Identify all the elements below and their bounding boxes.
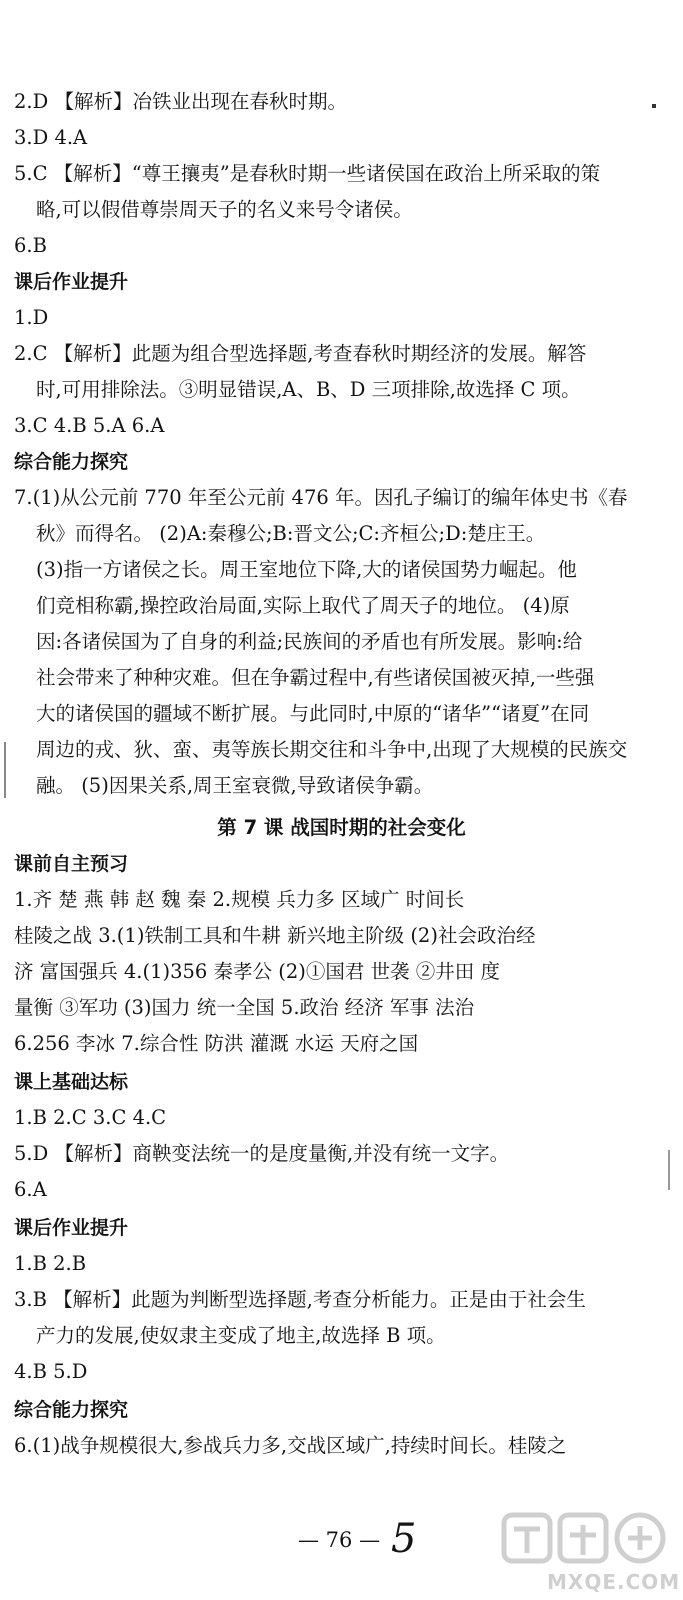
scan-edge-mark <box>668 1150 670 1190</box>
answer-line: 时,可用排除法。③明显错误,A、B、D 三项排除,故选择 C 项。 <box>36 378 581 401</box>
answer-line: 桂陵之战 3.(1)铁制工具和牛耕 新兴地主阶级 (2)社会政治经 <box>14 924 536 947</box>
answer-line: 4.B 5.D <box>14 1360 88 1383</box>
answer-line: 们竞相称霸,操控政治局面,实际上取代了周天子的地位。 (4)原 <box>36 594 570 617</box>
scan-edge-mark <box>4 742 6 798</box>
watermark-text: MXQE.COM <box>547 1570 681 1594</box>
page-number: — 76 — <box>298 1528 381 1552</box>
section-heading: 综合能力探究 <box>14 451 129 473</box>
answer-line: 因:各诸侯国为了自身的利益;民族间的矛盾也有所发展。影响:给 <box>36 630 583 653</box>
answer-line: 略,可以假借尊崇周天子的名义来号令诸侯。 <box>36 198 413 221</box>
section-heading: 课上基础达标 <box>14 1071 129 1093</box>
answer-line: 6.A <box>14 1178 47 1201</box>
section-heading: 课前自主预习 <box>14 853 129 875</box>
answer-line: (3)指一方诸侯之长。周王室地位下降,大的诸侯国势力崛起。他 <box>36 558 577 581</box>
answer-line: 2.D 【解析】冶铁业出现在春秋时期。 <box>14 90 347 113</box>
answer-line: 3.D 4.A <box>14 126 88 149</box>
answer-line: 3.B 【解析】此题为判断型选择题,考查分析能力。正是由于社会生 <box>14 1288 586 1311</box>
answer-line: 产力的发展,使奴隶主变成了地主,故选择 B 项。 <box>36 1324 446 1347</box>
scan-speck <box>652 104 656 108</box>
answer-line: 1.D <box>14 306 49 329</box>
answer-line: 1.B 2.C 3.C 4.C <box>14 1106 167 1129</box>
answer-line: 1.B 2.B <box>14 1252 87 1275</box>
answer-line: 社会带来了种种灾难。但在争霸过程中,有些诸侯国被灭掉,一些强 <box>36 666 595 689</box>
section-heading: 课后作业提升 <box>14 1217 129 1239</box>
answer-line: 5.C 【解析】“尊王攘夷”是春秋时期一些诸侯国在政治上所采取的策 <box>14 162 601 185</box>
answer-line: 6.256 李冰 7.综合性 防洪 灌溉 水运 天府之国 <box>14 1032 419 1055</box>
answer-line: 6.(1)战争规模很大,参战兵力多,交战区域广,持续时间长。桂陵之 <box>14 1434 567 1457</box>
section-heading: 课后作业提升 <box>14 271 129 293</box>
handwritten-mark: 5 <box>391 1516 417 1562</box>
answer-line: 济 富国强兵 4.(1)356 秦孝公 (2)①国君 世袭 ②井田 度 <box>14 960 500 983</box>
answer-line: 大的诸侯国的疆域不断扩展。与此同时,中原的“诸华”“诸夏”在同 <box>36 702 590 725</box>
answer-line: 量衡 ③军功 (3)国力 统一全国 5.政治 经济 军事 法治 <box>14 996 475 1019</box>
answer-line: 3.C 4.B 5.A 6.A <box>14 414 165 437</box>
answer-line: 周边的戎、狄、蛮、夷等族长期交往和斗争中,出现了大规模的民族交 <box>36 738 628 761</box>
answer-line: 5.D 【解析】商鞅变法统一的是度量衡,并没有统一文字。 <box>14 1142 510 1165</box>
answer-line: 2.C 【解析】此题为组合型选择题,考查春秋时期经济的发展。解答 <box>14 342 587 365</box>
answer-line: 7.(1)从公元前 770 年至公元前 476 年。因孔子编订的编年体史书《春 <box>14 486 628 509</box>
answer-line: 秋》而得名。 (2)A:秦穆公;B:晋文公;C:齐桓公;D:楚庄王。 <box>36 522 546 545</box>
answer-line: 1.齐 楚 燕 韩 赵 魏 秦 2.规模 兵力多 区域广 时间长 <box>14 888 465 911</box>
answer-line: 融。 (5)因果关系,周王室衰微,导致诸侯争霸。 <box>36 774 434 797</box>
section-heading: 综合能力探究 <box>14 1399 129 1421</box>
lesson-title: 第 7 课 战国时期的社会变化 <box>217 816 466 839</box>
answer-line: 6.B <box>14 234 47 257</box>
